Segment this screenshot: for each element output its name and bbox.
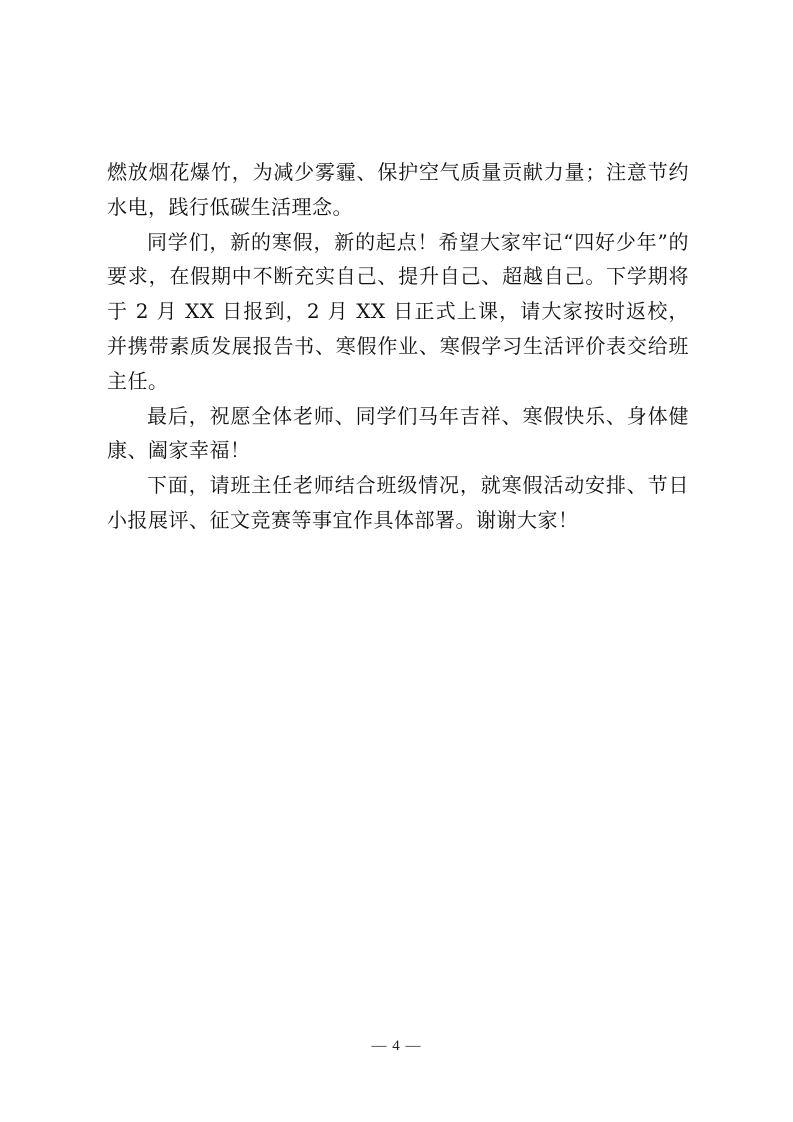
paragraph-teacher-instructions: 下面，请班主任老师结合班级情况，就寒假活动安排、节日小报展评、征文竞赛等事宜作具体部署。谢谢大家！	[107, 473, 689, 532]
page-number: — 4 —	[371, 1038, 422, 1054]
document-body	[107, 155, 689, 538]
paragraph-continuation: 燃放烟花爆竹，为减少雾霾、保护空气质量贡献力量；注意节约水电，践行低碳生活理念。	[107, 160, 689, 219]
paragraph-winter-break-requirements: 同学们，新的寒假，新的起点！希望大家牢记“四好少年”的要求，在假期中不断充实自己、提升自己、超越自己。下学期将于 2 月 XX 日报到，2 月 XX 日正式上课，请大家按时返校，并携带素质发展报告书、寒假作业、寒假学习生活评价表交给班主任。	[107, 229, 689, 393]
paragraph-closing-wishes: 最后，祝愿全体老师、同学们马年吉祥、寒假快乐、身体健康、阖家幸福！	[107, 403, 689, 463]
